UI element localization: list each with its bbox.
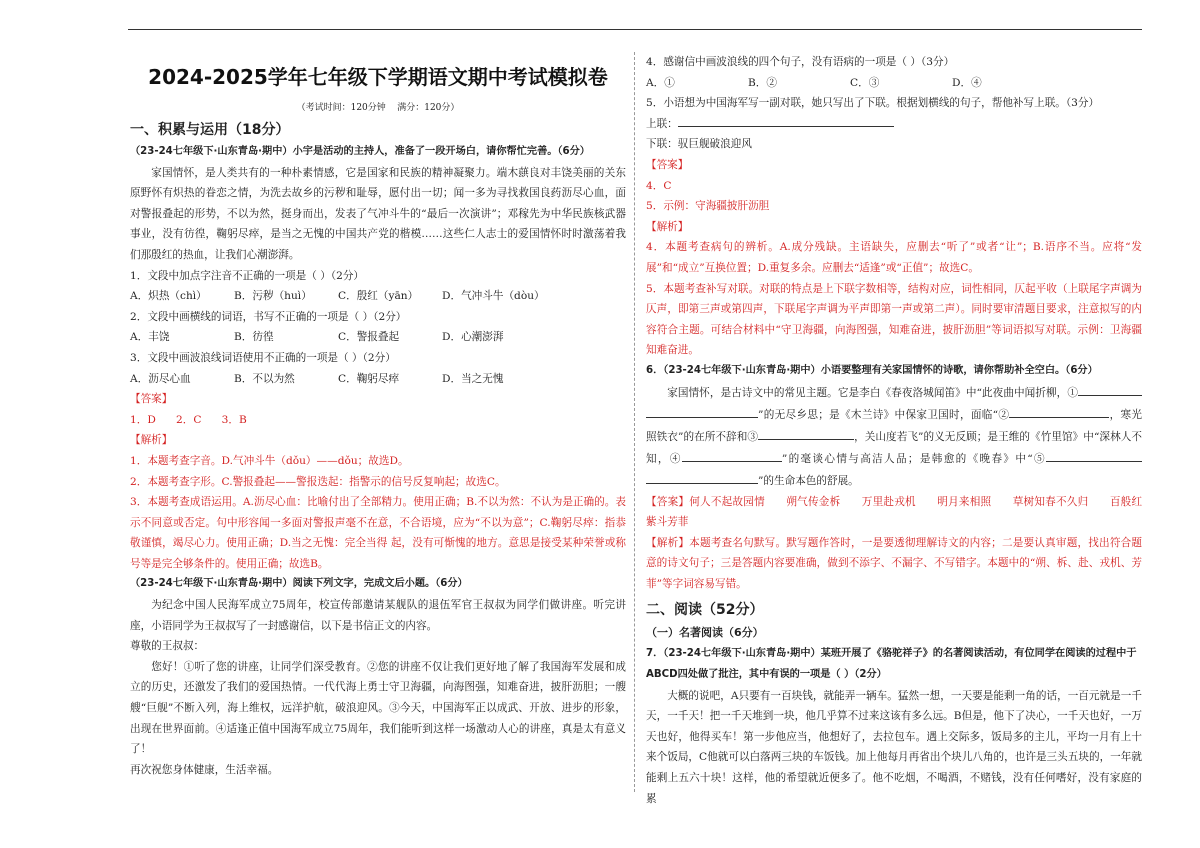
letter-salutation: 尊敬的王叔叔： — [130, 640, 205, 653]
question-4-options — [646, 73, 1142, 94]
question-1-options — [130, 286, 626, 307]
q1-option-a: A．炽热（chì） — [130, 290, 207, 303]
q6-blank-1[interactable] — [1078, 383, 1142, 396]
question-group-2-head: （23-24七年级下·山东青岛·期中）阅读下列文字，完成文后小题。（6分） — [130, 578, 468, 590]
analysis-4: 4．本题考查病句的辨析。A.成分残缺。主语缺失，应删去“听了”或者“让”；B.语序不当。应将“发展”和“成立”互换位置；D.重复多余。应删去“适逢”或“正值”；故选C。 — [646, 241, 1142, 274]
q6-blank-1b[interactable] — [646, 405, 758, 418]
answer-4: 4．C — [646, 179, 672, 192]
answer-5: 5．示例：守海疆披肝沥胆 — [646, 200, 770, 213]
q6-answer-2: 朔气传金柝 — [786, 495, 841, 508]
q6-text-5: ”的毫谈心情与高洁人品；是韩愈的《晚春》中“⑤ — [781, 452, 1046, 465]
q3-option-c: C．鞠躬尽瘁 — [338, 372, 400, 385]
section-1-title: 一、积累与运用（18分） — [130, 122, 290, 138]
question-3-options — [130, 369, 626, 390]
q2-option-a: A．丰饶 — [130, 331, 170, 344]
exam-meta: （考试时间：120分钟 满分：120分） — [296, 103, 460, 113]
analysis-tag-1: 【解析】 — [130, 434, 173, 447]
upper-couplet-label: 上联： — [646, 117, 678, 130]
question-6-body — [646, 382, 1142, 492]
q6-analysis-text: 本题考查名句默写。默写题作答时，一是要透彻理解诗文的内容；二是要认真审题，找出符合题意的诗文句子；三是答题内容要准确，做到不添字、不漏字、不写错字。本题中的“朔、柝、赴、戎机、芳菲”等字词容易写错。 — [646, 536, 1143, 590]
q6-answer-tag: 【答案】 — [646, 495, 690, 508]
q2-option-d: D．心潮澎湃 — [442, 331, 504, 344]
q2-option-c: C．警报叠起 — [338, 331, 400, 344]
q6-answer-3: 万里赴戎机 — [861, 495, 916, 508]
answers-1-3: 1．D 2．C 3．B — [130, 413, 247, 426]
q6-answers — [646, 492, 1142, 533]
upper-couplet-line — [646, 114, 1142, 135]
q6-answer-1: 何人不起故园情 — [689, 495, 765, 508]
letter-closing: 再次祝您身体健康，生活幸福。 — [130, 763, 279, 776]
q6-text-6: ”的生命本色的舒展。 — [758, 474, 859, 487]
q3-option-b: B．不以为然 — [234, 372, 295, 385]
q3-option-a: A．沥尽心血 — [130, 372, 191, 385]
page-title: 2024-2025学年七年级下学期语文期中考试模拟卷 — [148, 65, 608, 89]
q6-analysis-tag: 【解析】 — [646, 536, 690, 549]
analysis-tag-2: 【解析】 — [646, 220, 689, 233]
q1-option-c: C．殷红（yān） — [338, 290, 419, 303]
analysis-2: 2．本题考查字形。C.警报叠起——警报迭起：指警示的信号反复响起；故选C。 — [130, 475, 506, 488]
analysis-3: 3．本题考查成语运用。A.沥尽心血：比喻付出了全部精力。使用正确；B.不以为然：不认为是正确的。表示不同意或否定。句中形容闻一多面对警报声毫不在意，不合语境，应为“不以为意”；C.鞠躬尽瘁：指恭敬谨慎，竭尽心力。使用正确；D.当之无愧：完全当得 起，没有可惭愧的地方。意思是接受某种荣誉或称号等是完全够条件的。使用正确；故选B。 — [130, 496, 626, 570]
analysis-5: 5．本题考查补写对联。对联的特点是上下联字数相等，结构对应，词性相同，仄起平收（上联尾字声调为仄声，即第三声或第四声，下联尾字声调为平声即第一声或第二声）。同时要审清题目要求，注意拟写的内容符合主题。可结合材料中“守卫海疆，向海图强，知难奋进，披肝沥胆”等词语拟写对联。示例：卫海疆知难奋进。 — [646, 282, 1142, 357]
question-7-passage: 大概的说吧，A只要有一百块钱，就能弄一辆车。猛然一想，一天要是能剩一角的话，一百元就是一千天，一千天！把一千天堆到一块，他几乎算不过来这该有多么远。B但是，他下了决心，一千天也好，一万天也好，他得买车！第一步他应当，他想好了，去拉包车。遇上交际多，饭局多的主儿，平均一月有上十来个饭局，C他就可以白落两三块的车饭钱。加上他每月再省出个块儿八角的，也许是三头五块的，一年就能剩上五六十块！这样，他的希望就近便多了。他不吃烟，不喝酒，不赌钱，没有任何嗜好，没有家庭的累 — [646, 689, 1142, 805]
q6-answer-6: 百般红紫斗芳菲 — [646, 495, 1143, 529]
right-column — [646, 52, 1142, 809]
lower-couplet-line: 下联：驭巨舰破浪迎风 — [646, 138, 752, 151]
q6-answer-5: 草树知春不久归 — [1012, 495, 1089, 508]
upper-couplet-blank[interactable] — [678, 114, 894, 127]
section-2-title: 二、阅读（52分） — [646, 602, 764, 619]
q6-analysis — [646, 533, 1142, 595]
analysis-1: 1．本题考查字音。D.气冲斗牛（dǒu）——dǒu；故选D。 — [130, 454, 409, 467]
q2-option-b: B．彷徨 — [234, 331, 274, 344]
q1-option-d: D．气冲斗牛（dòu） — [442, 290, 545, 303]
q4-option-d: D．④ — [952, 76, 982, 89]
question-6-head: 6．（23-24七年级下·山东青岛·期中）小语要整理有关家国情怀的诗歌，请你帮助补全空白。（6分） — [646, 364, 1098, 376]
letter-body: 您好！①听了您的讲座，让同学们深受教育。②您的讲座不仅让我们更好地了解了我国海军发展和成立的历史，还激发了我们的爱国热情。一代代海上勇士守卫海疆，向海图强，知难奋进，披肝沥胆；一艘艘“巨舰”不断入列，海上维权，远洋护航，破浪迎风。③今天，中国海军正以成武、开放、进步的形象，出现在世界面前。④适逢正值中国海军成立75周年，我们能听到这样一场激动人心的讲座，真是太有意义了！ — [130, 660, 626, 756]
q3-option-d: D．当之无愧 — [442, 372, 504, 385]
left-column — [130, 52, 626, 780]
q6-blank-4[interactable] — [682, 449, 782, 462]
q6-text-2: ”的无尽乡思；是《木兰诗》中保家卫国时，面临“② — [758, 408, 1010, 421]
q6-blank-2[interactable] — [1009, 405, 1109, 418]
q4-option-c: C．③ — [850, 76, 880, 89]
answer-tag-1: 【答案】 — [130, 393, 173, 406]
question-3: 3．文段中画波浪线词语使用不正确的一项是（ ）（2分） — [130, 351, 396, 364]
column-divider — [634, 52, 635, 792]
q4-option-b: B．② — [748, 76, 777, 89]
header-rule — [128, 29, 1142, 30]
question-group-1-head: （23-24七年级下·山东青岛·期中）小宇是活动的主持人，准备了一段开场白，请你帮忙完善。（6分） — [130, 146, 590, 157]
subsection-1-title: （一）名著阅读（6分） — [646, 626, 764, 640]
q4-option-a: A．① — [646, 76, 675, 89]
q6-text-1: 家国情怀，是古诗文中的常见主题。它是李白《春夜洛城闻笛》中“此夜曲中闻折柳，① — [667, 386, 1078, 399]
q6-text-4: ，关山度若飞”的义无反顾；是王维的《竹里馆》中“深林人不知，④ — [646, 430, 1142, 465]
answer-tag-2: 【答案】 — [646, 158, 689, 171]
passage-2-intro: 为纪念中国人民海军成立75周年，校宣传部邀请某舰队的退伍军官王叔叔为同学们做讲座。听完讲座，小语同学为王叔叔写了一封感谢信，以下是书信正文的内容。 — [130, 599, 626, 632]
question-1: 1．文段中加点字注音不正确的一项是（ ）（2分） — [130, 269, 365, 282]
question-5: 5．小语想为中国海军写一副对联，她只写出了下联。根据划横线的句子，帮他补写上联。（3分） — [646, 97, 1100, 110]
q6-blank-5b[interactable] — [646, 471, 758, 484]
q6-blank-5[interactable] — [1046, 449, 1142, 462]
q6-answer-4: 明月来相照 — [937, 495, 992, 508]
q6-blank-3[interactable] — [758, 427, 854, 440]
question-4: 4．感谢信中画波浪线的四个句子，没有语病的一项是（ ）（3分） — [646, 56, 955, 68]
passage-1: 家国情怀，是人类共有的一种朴素情感，它是国家和民族的精神凝聚力。端木蕻良对丰饶美丽的关东原野怀有炽热的眷恋之情，为洗去故乡的污秽和耻辱，愿付出一切；闻一多为寻找救国良药沥尽心血，面对警报叠起的形势，不以为然，挺身而出，发表了气冲斗牛的“最后一次演讲”；邓稼先为中华民族核武器事业，没有彷徨，鞠躬尽瘁，是当之无愧的中国共产党的楷模……这些仁人志士的爱国情怀时时激荡着我们那殷红的热血，让我们心潮澎湃。 — [130, 166, 626, 261]
q1-option-b: B．污秽（huì） — [234, 290, 312, 303]
question-2-options — [130, 327, 626, 348]
q6-text-3: ，寒光照铁衣”的在所不辞和③ — [646, 408, 1142, 443]
question-2: 2．文段中画横线的词语，书写不正确的一项是（ ）（2分） — [130, 310, 407, 323]
question-7-head: 7．（23-24七年级下·山东青岛·期中）某班开展了《骆驼祥子》的名著阅读活动，有位同学在阅读的过程中于ABCD四处做了批注，其中有误的一项是（ ）（2分） — [646, 648, 1137, 681]
